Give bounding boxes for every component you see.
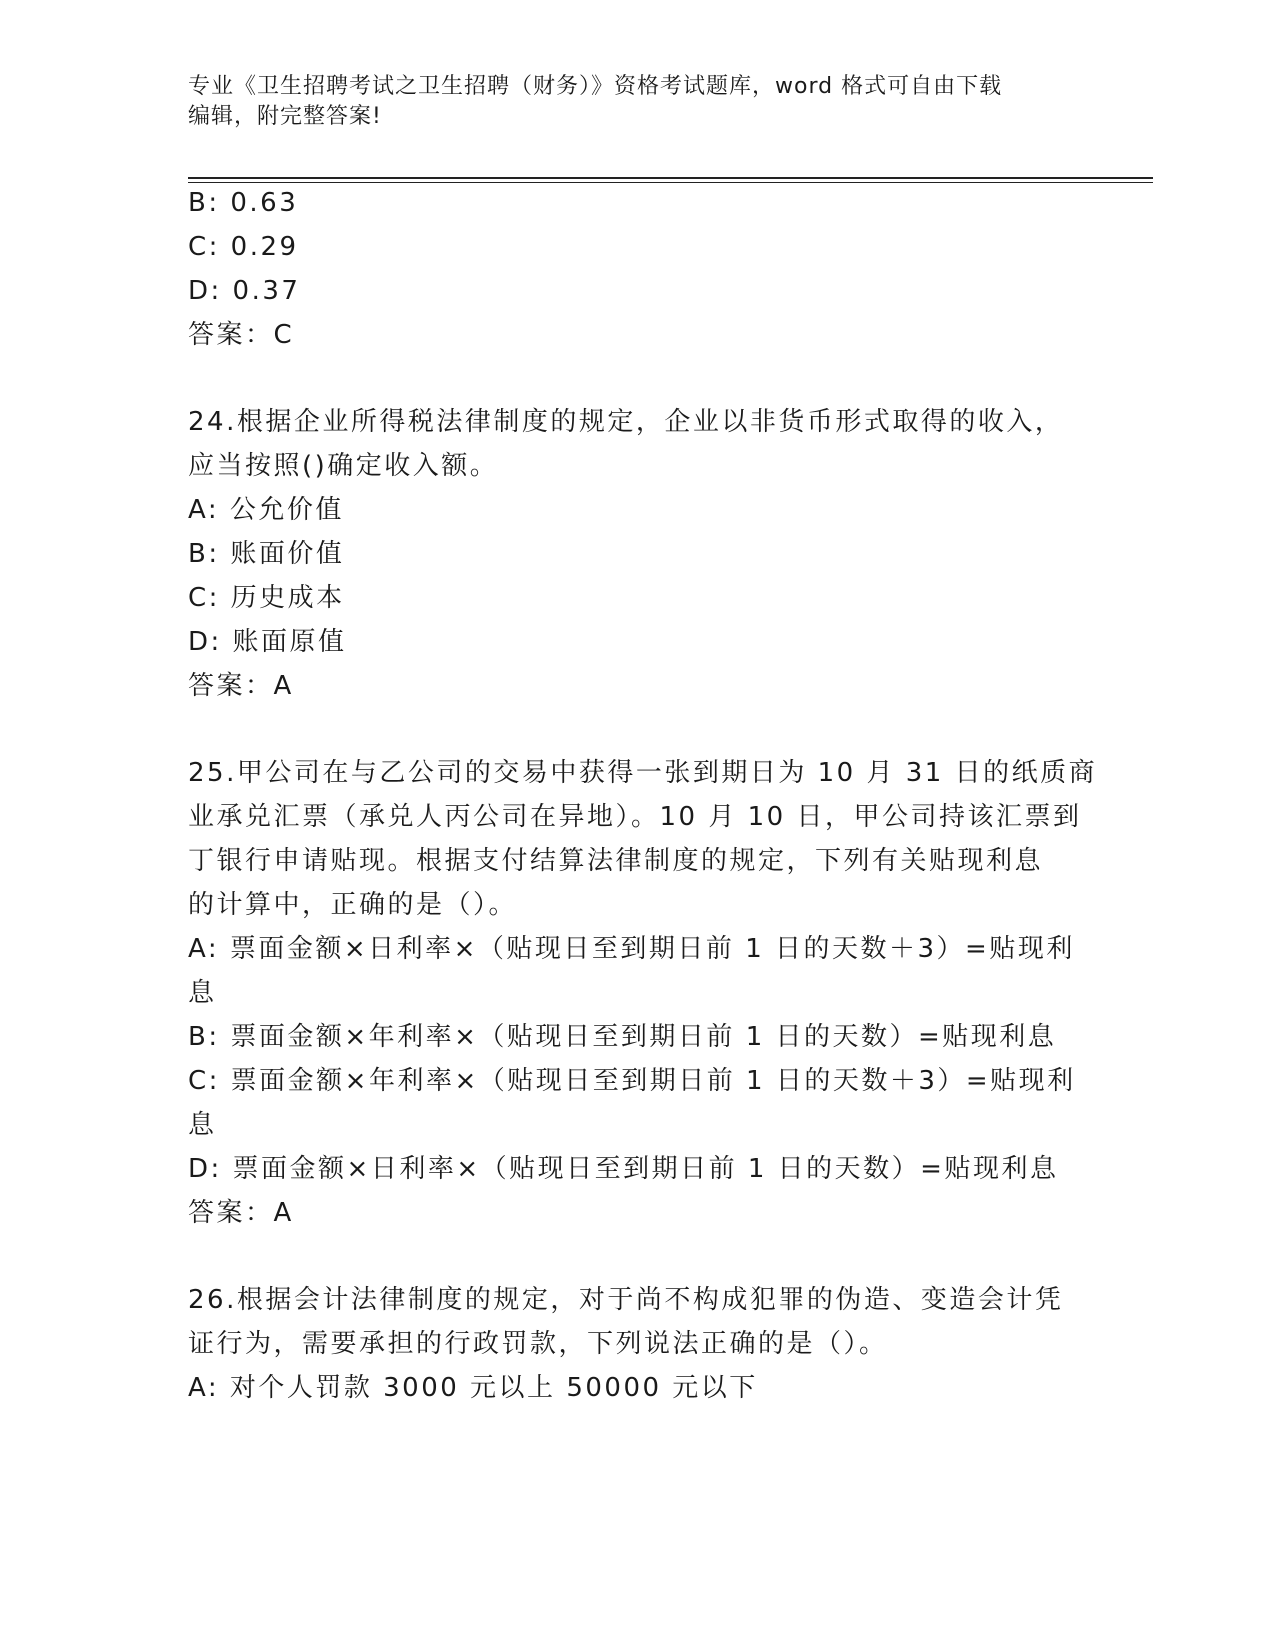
page-header	[188, 72, 1088, 132]
q26-stem-line-1: 26.根据会计法律制度的规定，对于尚不构成犯罪的伪造、变造会计凭	[188, 1285, 1064, 1315]
header-line-1: 专业《卫生招聘考试之卫生招聘（财务）》资格考试题库，word 格式可自由下载	[188, 74, 1003, 99]
q24-stem-line-2: 应当按照()确定收入额。	[188, 451, 499, 481]
q24-option-a: A: 公允价值	[188, 495, 344, 525]
header-line-2: 编辑，附完整答案!	[188, 104, 382, 129]
q24-option-d: D: 账面原值	[188, 627, 347, 657]
q25-stem-line-1: 25.甲公司在与乙公司的交易中获得一张到期日为 10 月 31 日的纸质商	[188, 758, 1098, 788]
q26-stem-line-2: 证行为，需要承担的行政罚款，下列说法正确的是（）。	[188, 1329, 888, 1359]
q25-stem-line-3: 丁银行申请贴现。根据支付结算法律制度的规定，下列有关贴现利息	[188, 846, 1044, 876]
q23-option-b: B: 0.63	[188, 188, 299, 218]
q25-option-d: D: 票面金额×日利率×（贴现日至到期日前 1 日的天数）=贴现利息	[188, 1154, 1059, 1184]
q26-option-a: A: 对个人罚款 3000 元以上 50000 元以下	[188, 1373, 758, 1403]
q24-answer: 答案：A	[188, 671, 294, 701]
q24-option-c: C: 历史成本	[188, 583, 345, 613]
header-divider-thick	[188, 177, 1153, 179]
q25-answer: 答案：A	[188, 1198, 294, 1228]
q23-option-d: D: 0.37	[188, 276, 301, 306]
q24-stem-line-1: 24.根据企业所得税法律制度的规定，企业以非货币形式取得的收入，	[188, 407, 1064, 437]
q24-option-b: B: 账面价值	[188, 539, 345, 569]
q25-stem-line-4: 的计算中，正确的是（）。	[188, 890, 518, 920]
q25-option-c-line-1: C: 票面金额×年利率×（贴现日至到期日前 1 日的天数＋3）=贴现利	[188, 1066, 1076, 1096]
q25-option-a-line-2: 息	[188, 978, 217, 1008]
q23-answer: 答案：C	[188, 320, 295, 350]
q25-option-c-line-2: 息	[188, 1110, 217, 1140]
q23-option-c: C: 0.29	[188, 232, 299, 262]
q25-option-a-line-1: A: 票面金额×日利率×（贴现日至到期日前 1 日的天数＋3）=贴现利	[188, 934, 1075, 964]
q25-stem-line-2: 业承兑汇票（承兑人丙公司在异地）。10 月 10 日，甲公司持该汇票到	[188, 802, 1082, 832]
q25-option-b: B: 票面金额×年利率×（贴现日至到期日前 1 日的天数）=贴现利息	[188, 1022, 1057, 1052]
